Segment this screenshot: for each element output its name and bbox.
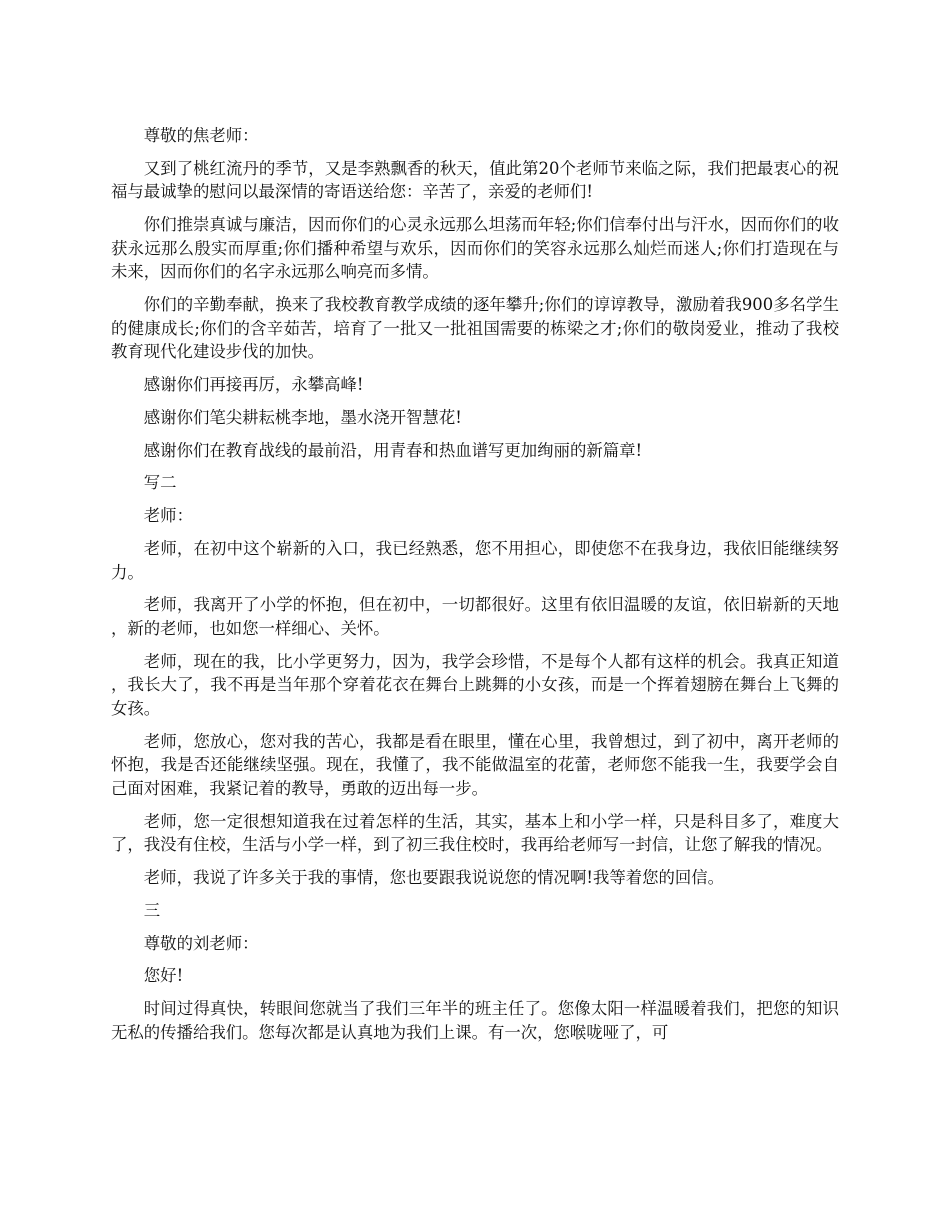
paragraph: 感谢你们再接再厉，永攀高峰!: [143, 375, 364, 395]
salutation-teacher-liu: 尊敬的刘老师：: [143, 933, 259, 953]
salutation-teacher-jiao: 尊敬的焦老师：: [143, 126, 259, 145]
paragraph: 老师，现在的我，比小学更努力，因为，我学会珍惜，不是每个人都有这样的机会。我真正知道，我长大了，我不再是当年那个穿着花衣在舞台上跳舞的小女孩，而是一个挥着翅膀在舞台上飞舞的女孩。: [111, 651, 839, 718]
paragraph: 你们的辛勤奉献，换来了我校教育教学成绩的逐年攀升;你们的谆谆教导，激励着我900多名学生的健康成长;你们的含辛茹苦，培育了一批又一批祖国需要的栋梁之才;你们的敬岗爱业，推动了我校教育现代化建设步伐的加快。: [111, 295, 839, 362]
paragraph: 老师，我离开了小学的怀抱，但在初中，一切都很好。这里有依旧温暖的友谊，依旧崭新的天地，新的老师，也如您一样细心、关怀。: [111, 595, 839, 638]
greeting: 您好!: [143, 966, 184, 986]
salutation-teacher: 老师：: [143, 506, 193, 526]
paragraph: 时间过得真快，转眼间您就当了我们三年半的班主任了。您像太阳一样温暖着我们，把您的知识无私的传播给我们。您每次都是认真地为我们上课。有一次，您喉咙哑了，可: [111, 999, 839, 1042]
paragraph: 感谢你们笔尖耕耘桃李地，墨水浇开智慧花!: [143, 407, 462, 427]
section-heading: 三: [143, 900, 161, 920]
paragraph: 老师，您放心，您对我的苦心，我都是看在眼里，懂在心里，我曾想过，到了初中，离开老师的怀抱，我是否还能继续坚强。现在，我懂了，我不能做温室的花蕾，老师您不能我一生，我要学会自己面对困难，我紧记着的教导，勇敢的迈出每一步。: [111, 731, 839, 798]
letter-document: [111, 124, 839, 1054]
paragraph: 老师，您一定很想知道我在过着怎样的生活，其实，基本上和小学一样，只是科目多了，难度大了，我没有住校，生活与小学一样，到了初三我住校时，我再给老师写一封信，让您了解我的情况。: [111, 811, 839, 855]
paragraph: 感谢你们在教育战线的最前沿，用青春和热血谱写更加绚丽的新篇章!: [143, 440, 643, 460]
section-heading: 写二: [143, 473, 177, 493]
paragraph: 又到了桃红流丹的季节，又是李熟飘香的秋天，值此第20个老师节来临之际，我们把最衷心的祝福与最诚挚的慰问以最深情的寄语送给您：辛苦了，亲爱的老师们!: [111, 158, 839, 202]
paragraph: 老师，我说了许多关于我的事情，您也要跟我说说您的情况啊!我等着您的回信。: [143, 868, 725, 888]
paragraph: 老师，在初中这个崭新的入口，我已经熟悉，您不用担心，即使您不在我身边，我依旧能继续努力。: [111, 539, 839, 582]
paragraph: 你们推崇真诚与廉洁，因而你们的心灵永远那么坦荡而年轻;你们信奉付出与汗水，因而你们的收获永远那么殷实而厚重;你们播种希望与欢乐，因而你们的笑容永远那么灿烂而迷人;你们打造现在与未来，因而你们的名字永远那么响亮而多情。: [111, 215, 839, 282]
